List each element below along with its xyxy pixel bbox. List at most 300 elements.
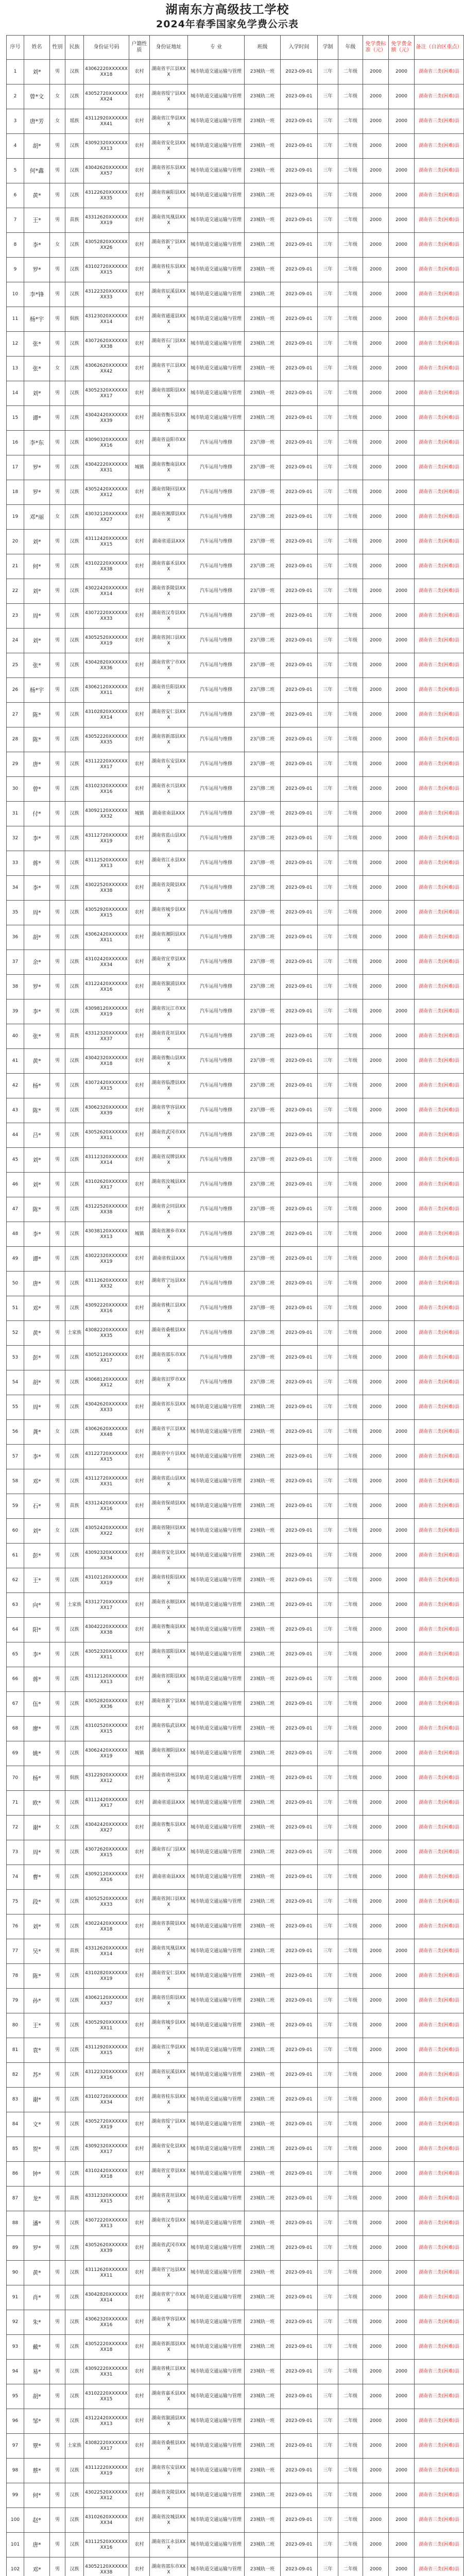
cell-note: 湖南省三类(困难)县 (415, 703, 464, 727)
cell-hukou: 农村 (129, 1890, 150, 1914)
cell-name: 杨*宇 (24, 307, 50, 332)
cell-hukou: 农村 (129, 2038, 150, 2063)
cell-class: 23汽修二班 (245, 876, 281, 901)
cell-date: 2023-09-01 (281, 1074, 318, 1098)
cell-grade: 二年级 (338, 2459, 363, 2483)
cell-note: 湖南省三类(困难)县 (415, 2088, 464, 2112)
cell-gender: 男 (50, 901, 65, 925)
cell-grade: 二年级 (338, 826, 363, 851)
col-header-major: 专 业 (188, 36, 245, 60)
cell-major: 城市轨道交通运输与管理 (188, 1791, 245, 1816)
cell-id: 43122720XXXXXXXX15 (84, 1445, 129, 1469)
cell-address: 湖南省隆回县XXX (150, 480, 188, 505)
cell-ethnic: 汉族 (65, 258, 84, 282)
cell-note: 湖南省三类(困难)县 (415, 2483, 464, 2508)
cell-address: 湖南省茶陵县XXX (150, 1914, 188, 1939)
cell-standard: 2000 (363, 1272, 389, 1296)
cell-gender: 男 (50, 1074, 65, 1098)
cell-class: 23城轨一班 (245, 2112, 281, 2137)
fee-exemption-table (6, 35, 464, 2576)
cell-gender: 男 (50, 2038, 65, 2063)
cell-id: 43042220XXXXXXXX38 (84, 1618, 129, 1642)
cell-years: 三年 (318, 1197, 338, 1222)
cell-hukou: 农村 (129, 1445, 150, 1469)
cell-class: 23城轨二班 (245, 183, 281, 208)
cell-grade: 二年级 (338, 2285, 363, 2310)
cell-date: 2023-09-01 (281, 1791, 318, 1816)
cell-name: 黄* (24, 183, 50, 208)
cell-major: 汽车运用与维修 (188, 727, 245, 752)
cell-grade: 二年级 (338, 1618, 363, 1642)
cell-amount: 2000 (389, 2112, 415, 2137)
cell-gender: 男 (50, 183, 65, 208)
cell-address: 湖南省湘潭县XXX (150, 505, 188, 530)
cell-no: 26 (7, 678, 24, 703)
cell-address: 湖南省绥宁县XXX (150, 84, 188, 109)
cell-name: 向* (24, 1593, 50, 1618)
cell-years: 三年 (318, 1840, 338, 1865)
cell-address: 湖南省东安县XXX (150, 2459, 188, 2483)
cell-class: 23城轨二班 (245, 2038, 281, 2063)
cell-class: 23汽修一班 (245, 1197, 281, 1222)
cell-id: 43038120XXXXXXXX13 (84, 1222, 129, 1247)
cell-note: 湖南省三类(困难)县 (415, 505, 464, 530)
cell-date: 2023-09-01 (281, 1123, 318, 1148)
cell-hukou: 农村 (129, 2483, 150, 2508)
table-row (7, 1370, 464, 1395)
cell-major: 城市轨道交通运输与管理 (188, 1840, 245, 1865)
cell-class: 23汽修一班 (245, 1296, 281, 1321)
cell-address: 湖南省桂阳县XXX (150, 1568, 188, 1593)
cell-grade: 二年级 (338, 1568, 363, 1593)
cell-amount: 2000 (389, 2459, 415, 2483)
cell-name: 伍* (24, 1692, 50, 1717)
cell-address: 湖南省新邵县XXX (150, 2335, 188, 2360)
cell-ethnic: 汉族 (65, 2236, 84, 2261)
cell-note: 湖南省三类(困难)县 (415, 802, 464, 826)
cell-grade: 二年级 (338, 1544, 363, 1568)
cell-note: 湖南省三类(困难)县 (415, 84, 464, 109)
table-row (7, 2013, 464, 2038)
cell-years: 三年 (318, 1148, 338, 1173)
cell-grade: 二年级 (338, 2211, 363, 2236)
cell-note: 湖南省三类(困难)县 (415, 2187, 464, 2211)
cell-class: 23城轨二班 (245, 406, 281, 431)
cell-name: 李*锋 (24, 282, 50, 307)
cell-note: 湖南省三类(困难)县 (415, 2162, 464, 2187)
cell-grade: 二年级 (338, 1272, 363, 1296)
cell-gender: 男 (50, 2088, 65, 2112)
cell-gender: 男 (50, 1642, 65, 1667)
cell-class: 23城轨一班 (245, 2261, 281, 2285)
cell-address: 湖南省桂东县XXX (150, 258, 188, 282)
cell-no: 21 (7, 554, 24, 579)
cell-name: 易* (24, 2360, 50, 2384)
table-row (7, 1989, 464, 2013)
cell-date: 2023-09-01 (281, 1717, 318, 1741)
cell-id: 43122320XXXXXXXX16 (84, 2063, 129, 2088)
cell-date: 2023-09-01 (281, 381, 318, 406)
cell-id: 43042620XXXXXXXX33 (84, 1395, 129, 1420)
cell-date: 2023-09-01 (281, 1914, 318, 1939)
cell-date: 2023-09-01 (281, 1593, 318, 1618)
cell-address: 湖南省桑植县XXX (150, 2434, 188, 2459)
cell-standard: 2000 (363, 134, 389, 159)
cell-class: 23城轨二班 (245, 1445, 281, 1469)
cell-address: 湖南省沅江市XXX (150, 999, 188, 1024)
cell-years: 三年 (318, 975, 338, 999)
cell-name: 文* (24, 2112, 50, 2137)
cell-hukou: 农村 (129, 530, 150, 554)
cell-years: 三年 (318, 1593, 338, 1618)
cell-years: 三年 (318, 431, 338, 455)
cell-address: 湖南省汉寿县XXX (150, 2211, 188, 2236)
cell-address: 湖南省道县XXX (150, 530, 188, 554)
cell-id: 43112720XXXXXXXX31 (84, 1469, 129, 1494)
cell-name: 肖* (24, 2285, 50, 2310)
cell-grade: 二年级 (338, 1989, 363, 2013)
cell-note: 湖南省三类(困难)县 (415, 901, 464, 925)
table-row (7, 629, 464, 653)
cell-ethnic: 汉族 (65, 431, 84, 455)
cell-no: 62 (7, 1568, 24, 1593)
cell-gender: 男 (50, 1173, 65, 1197)
cell-gender: 男 (50, 1247, 65, 1272)
cell-years: 三年 (318, 1890, 338, 1914)
cell-grade: 二年级 (338, 703, 363, 727)
cell-standard: 2000 (363, 1519, 389, 1544)
cell-note: 湖南省三类(困难)县 (415, 1420, 464, 1445)
cell-class: 23城轨一班 (245, 2211, 281, 2236)
cell-grade: 二年级 (338, 1296, 363, 1321)
cell-name: 彭* (24, 1346, 50, 1370)
cell-address: 湖南省新宁县XXX (150, 1692, 188, 1717)
cell-note: 湖南省三类(困难)县 (415, 1148, 464, 1173)
cell-grade: 二年级 (338, 1148, 363, 1173)
cell-class: 23汽修一班 (245, 901, 281, 925)
cell-hukou: 农村 (129, 1865, 150, 1890)
cell-class: 23城轨二班 (245, 2533, 281, 2557)
cell-amount: 2000 (389, 629, 415, 653)
cell-class: 23汽修二班 (245, 727, 281, 752)
cell-ethnic: 汉族 (65, 703, 84, 727)
cell-address: 湖南省溆浦县XXX (150, 2409, 188, 2434)
cell-grade: 二年级 (338, 876, 363, 901)
cell-years: 三年 (318, 802, 338, 826)
cell-address: 湖南省宜章县XXX (150, 950, 188, 975)
cell-name: 谢* (24, 2088, 50, 2112)
cell-no: 98 (7, 2459, 24, 2483)
cell-no: 49 (7, 1247, 24, 1272)
cell-note: 湖南省三类(困难)县 (415, 1939, 464, 1964)
cell-grade: 二年级 (338, 455, 363, 480)
cell-major: 城市轨道交通运输与管理 (188, 1865, 245, 1890)
cell-major: 城市轨道交通运输与管理 (188, 1890, 245, 1914)
cell-hukou: 农村 (129, 2013, 150, 2038)
cell-address: 湖南省江华县XXX (150, 2038, 188, 2063)
cell-id: 43052120XXXXXXXX38 (84, 2557, 129, 2576)
table-row (7, 999, 464, 1024)
cell-no: 15 (7, 406, 24, 431)
cell-hukou: 农村 (129, 1717, 150, 1741)
table-row (7, 2310, 464, 2335)
cell-hukou: 农村 (129, 1692, 150, 1717)
cell-address: 湖南省江永县XXX (150, 851, 188, 876)
cell-note: 湖南省三类(困难)县 (415, 1074, 464, 1098)
cell-note: 湖南省三类(困难)县 (415, 109, 464, 134)
cell-class: 23城轨一班 (245, 1667, 281, 1692)
cell-standard: 2000 (363, 876, 389, 901)
cell-standard: 2000 (363, 1989, 389, 2013)
cell-no: 97 (7, 2434, 24, 2459)
cell-ethnic: 苗族 (65, 2187, 84, 2211)
cell-date: 2023-09-01 (281, 530, 318, 554)
cell-amount: 2000 (389, 999, 415, 1024)
cell-gender: 男 (50, 1469, 65, 1494)
col-header-class: 班级 (245, 36, 281, 60)
cell-name: 蒋* (24, 851, 50, 876)
cell-grade: 二年级 (338, 1939, 363, 1964)
cell-class: 23城轨一班 (245, 1717, 281, 1741)
cell-hukou: 农村 (129, 1519, 150, 1544)
cell-amount: 2000 (389, 1395, 415, 1420)
cell-no: 86 (7, 2162, 24, 2187)
cell-class: 23汽修一班 (245, 752, 281, 777)
cell-major: 城市轨道交通运输与管理 (188, 1692, 245, 1717)
cell-note: 湖南省三类(困难)县 (415, 2459, 464, 2483)
cell-class: 23城轨二班 (245, 233, 281, 258)
table-row (7, 1469, 464, 1494)
cell-major: 汽车运用与维修 (188, 1074, 245, 1098)
cell-note: 湖南省三类(困难)县 (415, 1098, 464, 1123)
cell-date: 2023-09-01 (281, 1519, 318, 1544)
cell-gender: 男 (50, 1544, 65, 1568)
cell-class: 23汽修二班 (245, 1074, 281, 1098)
cell-class: 23城轨一班 (245, 2508, 281, 2533)
table-row (7, 703, 464, 727)
cell-address: 湖南省衡南县XXX (150, 455, 188, 480)
cell-address: 湖南省岳阳县XXX (150, 678, 188, 703)
cell-no: 14 (7, 381, 24, 406)
cell-address: 湖南省通道县XXX (150, 307, 188, 332)
cell-address: 湖南省安化县XXX (150, 1544, 188, 1568)
cell-class: 23汽修二班 (245, 1123, 281, 1148)
cell-standard: 2000 (363, 2508, 389, 2533)
cell-gender: 男 (50, 703, 65, 727)
table-row (7, 60, 464, 84)
cell-no: 51 (7, 1296, 24, 1321)
cell-address: 湖南省炎陵县XXX (150, 2483, 188, 2508)
cell-ethnic: 汉族 (65, 1272, 84, 1296)
cell-ethnic: 汉族 (65, 826, 84, 851)
cell-hukou: 农村 (129, 357, 150, 381)
cell-grade: 二年级 (338, 950, 363, 975)
cell-class: 23汽修一班 (245, 455, 281, 480)
cell-hukou: 农村 (129, 1395, 150, 1420)
cell-ethnic: 汉族 (65, 999, 84, 1024)
cell-ethnic: 汉族 (65, 2508, 84, 2533)
cell-no: 99 (7, 2483, 24, 2508)
cell-hukou: 农村 (129, 1939, 150, 1964)
cell-no: 100 (7, 2508, 24, 2533)
cell-class: 23城轨一班 (245, 1618, 281, 1642)
cell-gender: 男 (50, 1272, 65, 1296)
cell-address: 湖南省桃江县XXX (150, 2360, 188, 2384)
cell-address: 湖南省临澧县XXX (150, 1074, 188, 1098)
cell-date: 2023-09-01 (281, 653, 318, 678)
cell-no: 91 (7, 2285, 24, 2310)
cell-major: 汽车运用与维修 (188, 1024, 245, 1049)
cell-years: 三年 (318, 1642, 338, 1667)
cell-years: 三年 (318, 1618, 338, 1642)
cell-name: 刘* (24, 629, 50, 653)
cell-standard: 2000 (363, 703, 389, 727)
cell-gender: 男 (50, 1914, 65, 1939)
cell-hukou: 农村 (129, 2112, 150, 2137)
cell-major: 城市轨道交通运输与管理 (188, 109, 245, 134)
cell-ethnic: 汉族 (65, 1840, 84, 1865)
cell-amount: 2000 (389, 1321, 415, 1346)
cell-no: 6 (7, 183, 24, 208)
table-row (7, 134, 464, 159)
cell-class: 23汽修二班 (245, 1321, 281, 1346)
cell-grade: 二年级 (338, 1098, 363, 1123)
cell-date: 2023-09-01 (281, 2409, 318, 2434)
cell-standard: 2000 (363, 233, 389, 258)
cell-name: 杨* (24, 1766, 50, 1791)
cell-no: 25 (7, 653, 24, 678)
cell-date: 2023-09-01 (281, 2459, 318, 2483)
table-row (7, 109, 464, 134)
cell-id: 43022320XXXXXXXX19 (84, 1247, 129, 1272)
cell-gender: 男 (50, 480, 65, 505)
cell-id: 43092220XXXXXXXX31 (84, 2360, 129, 2384)
cell-years: 三年 (318, 999, 338, 1024)
cell-gender: 男 (50, 2013, 65, 2038)
cell-standard: 2000 (363, 1544, 389, 1568)
cell-hukou: 农村 (129, 1173, 150, 1197)
cell-date: 2023-09-01 (281, 1469, 318, 1494)
cell-date: 2023-09-01 (281, 1321, 318, 1346)
cell-address: 湖南省安化县XXX (150, 2137, 188, 2162)
cell-amount: 2000 (389, 1964, 415, 1989)
cell-ethnic: 汉族 (65, 1074, 84, 1098)
cell-address: 湖南省溆浦县XXX (150, 975, 188, 999)
cell-hukou: 农村 (129, 1593, 150, 1618)
cell-no: 4 (7, 134, 24, 159)
cell-date: 2023-09-01 (281, 480, 318, 505)
cell-class: 23城轨二班 (245, 2088, 281, 2112)
cell-no: 27 (7, 703, 24, 727)
cell-standard: 2000 (363, 653, 389, 678)
table-row (7, 1420, 464, 1445)
cell-id: 43052420XXXXXXXX12 (84, 480, 129, 505)
cell-standard: 2000 (363, 208, 389, 233)
cell-name: 谭* (24, 1247, 50, 1272)
cell-name: 姚* (24, 1741, 50, 1766)
cell-major: 城市轨道交通运输与管理 (188, 2013, 245, 2038)
cell-date: 2023-09-01 (281, 357, 318, 381)
cell-note: 湖南省三类(困难)县 (415, 183, 464, 208)
cell-address: 湖南省新宁县XXX (150, 233, 188, 258)
cell-years: 三年 (318, 851, 338, 876)
cell-grade: 二年级 (338, 2162, 363, 2187)
cell-years: 三年 (318, 950, 338, 975)
cell-standard: 2000 (363, 2310, 389, 2335)
cell-no: 40 (7, 1024, 24, 1049)
table-row (7, 1717, 464, 1741)
cell-standard: 2000 (363, 2112, 389, 2137)
cell-ethnic: 侗族 (65, 1766, 84, 1791)
col-header-note: 备注（自治区重点） (415, 36, 464, 60)
cell-standard: 2000 (363, 579, 389, 604)
cell-address: 湖南省祁阳县XXX (150, 1667, 188, 1692)
cell-hukou: 农村 (129, 1024, 150, 1049)
cell-address: 湖南省洞口县XXX (150, 629, 188, 653)
cell-grade: 二年级 (338, 1370, 363, 1395)
cell-gender: 女 (50, 357, 65, 381)
cell-ethnic: 汉族 (65, 1247, 84, 1272)
cell-standard: 2000 (363, 604, 389, 629)
cell-date: 2023-09-01 (281, 2112, 318, 2137)
cell-amount: 2000 (389, 1865, 415, 1890)
cell-class: 23城轨二班 (245, 1989, 281, 2013)
cell-date: 2023-09-01 (281, 1370, 318, 1395)
cell-id: 43062120XXXXXXXX11 (84, 678, 129, 703)
cell-major: 汽车运用与维修 (188, 579, 245, 604)
cell-major: 汽车运用与维修 (188, 1370, 245, 1395)
cell-id: 43022420XXXXXXXX18 (84, 1914, 129, 1939)
cell-years: 三年 (318, 2261, 338, 2285)
cell-grade: 二年级 (338, 2112, 363, 2137)
cell-ethnic: 汉族 (65, 2211, 84, 2236)
cell-no: 35 (7, 901, 24, 925)
cell-name: 李* (24, 826, 50, 851)
cell-amount: 2000 (389, 1840, 415, 1865)
cell-date: 2023-09-01 (281, 876, 318, 901)
cell-note: 湖南省三类(困难)县 (415, 629, 464, 653)
table-row (7, 1222, 464, 1247)
cell-standard: 2000 (363, 2557, 389, 2576)
cell-standard: 2000 (363, 1494, 389, 1519)
cell-ethnic: 汉族 (65, 1717, 84, 1741)
cell-class: 23汽修二班 (245, 925, 281, 950)
cell-gender: 男 (50, 2162, 65, 2187)
cell-no: 57 (7, 1445, 24, 1469)
cell-years: 三年 (318, 134, 338, 159)
cell-no: 94 (7, 2360, 24, 2384)
cell-no: 33 (7, 851, 24, 876)
cell-no: 80 (7, 2013, 24, 2038)
cell-years: 三年 (318, 2038, 338, 2063)
cell-years: 三年 (318, 2013, 338, 2038)
cell-ethnic: 汉族 (65, 727, 84, 752)
cell-ethnic: 汉族 (65, 2310, 84, 2335)
cell-class: 23城轨一班 (245, 1865, 281, 1890)
cell-name: 唐* (24, 752, 50, 777)
cell-class: 23城轨二班 (245, 1840, 281, 1865)
cell-years: 三年 (318, 1247, 338, 1272)
cell-address: 湖南省汨罗市XXX (150, 1370, 188, 1395)
cell-gender: 女 (50, 109, 65, 134)
cell-standard: 2000 (363, 2187, 389, 2211)
cell-standard: 2000 (363, 1296, 389, 1321)
cell-class: 23城轨二班 (245, 2335, 281, 2360)
cell-amount: 2000 (389, 826, 415, 851)
cell-address: 湖南省嘉禾县XXX (150, 2384, 188, 2409)
cell-gender: 男 (50, 2508, 65, 2533)
cell-hukou: 农村 (129, 2211, 150, 2236)
